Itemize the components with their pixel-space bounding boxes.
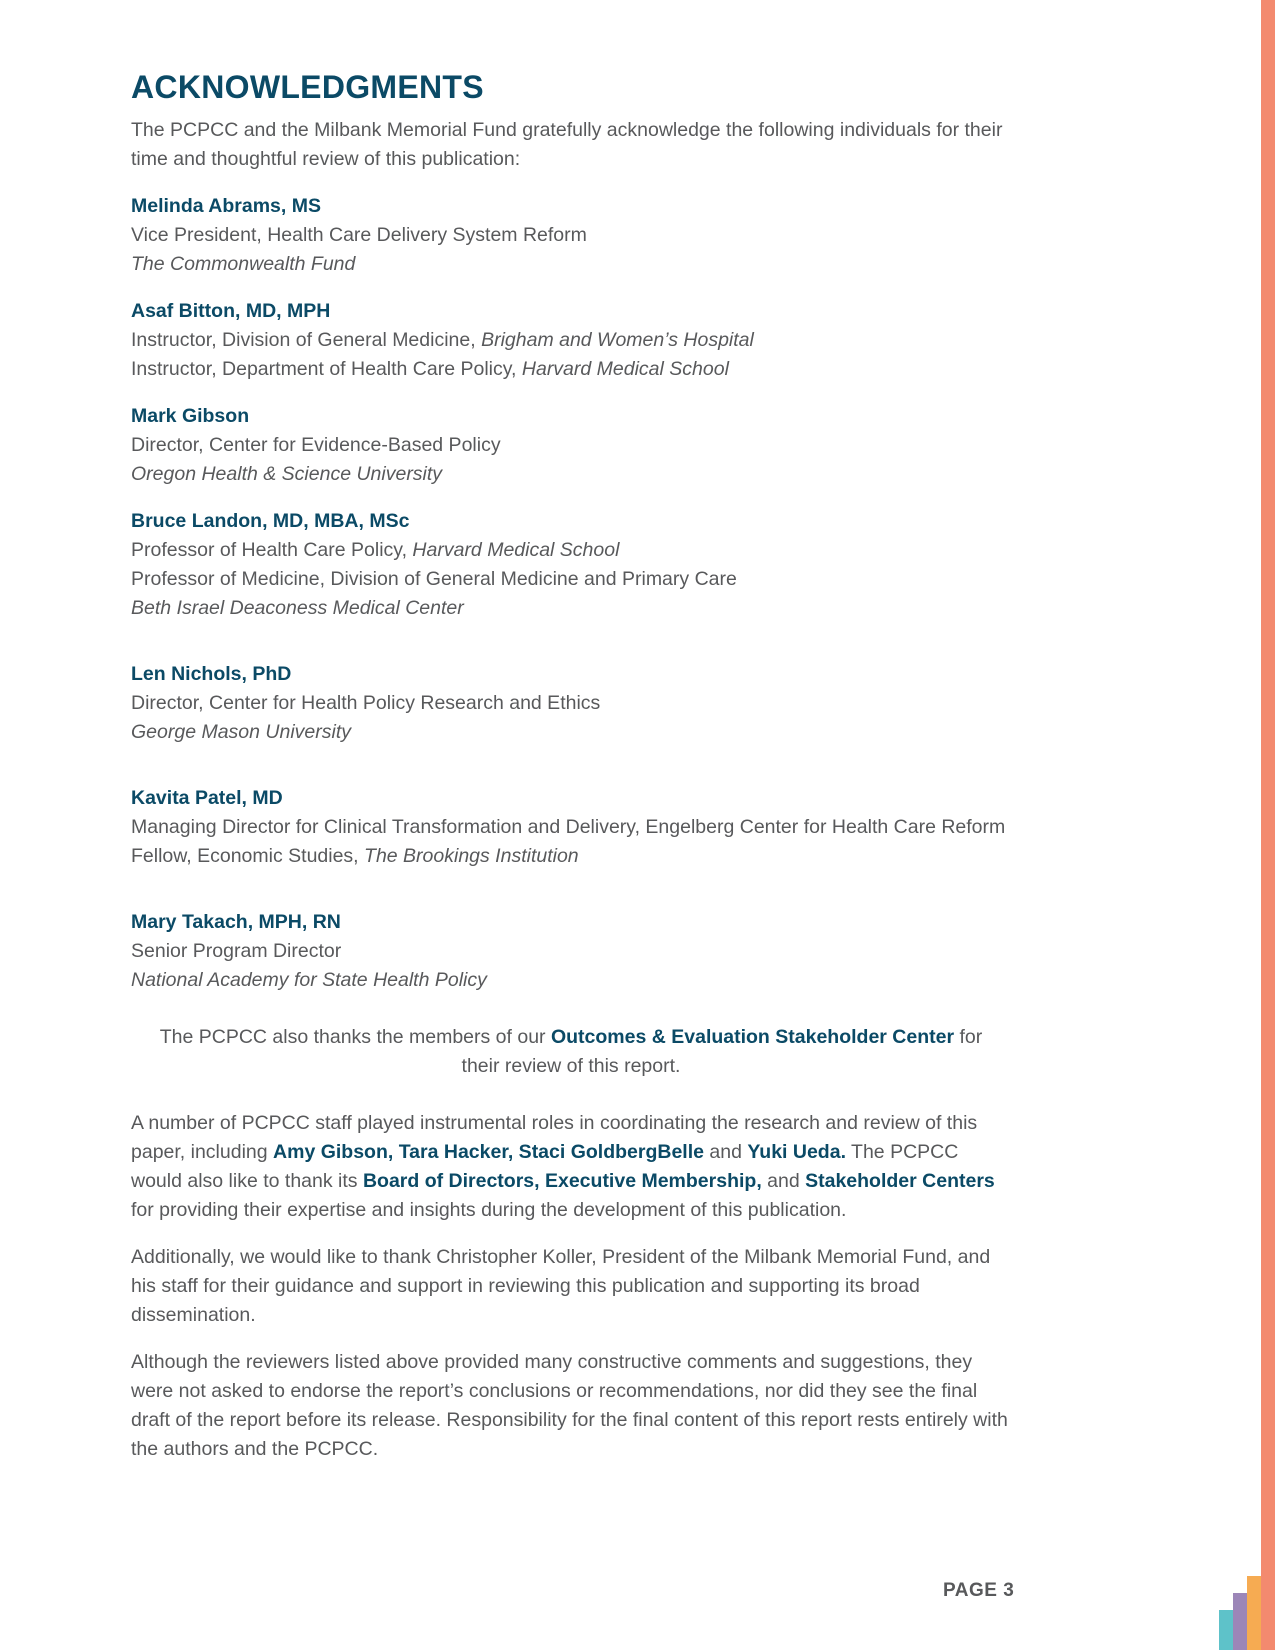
reviewer-title-text: Fellow, Economic Studies, (131, 845, 365, 867)
reviewer-entry (131, 402, 1011, 489)
stakeholder-thanks-text: for their review of this report. (461, 1026, 983, 1077)
reviewer-entry (131, 507, 1011, 623)
page-title: ACKNOWLEDGMENTS (131, 69, 484, 105)
reviewer-name: Mary Takach, MPH, RN (131, 911, 341, 933)
reviewer-entry (131, 908, 1011, 995)
staff-names: Yuki Ueda. (747, 1141, 846, 1163)
reviewer-title (131, 326, 1011, 355)
page-number: PAGE 3 (943, 1580, 1015, 1601)
reviewer-title: Vice President, Health Care Delivery System Reform (131, 224, 587, 246)
reviewer-name: Mark Gibson (131, 405, 250, 427)
stakeholder-thanks (131, 1023, 1011, 1081)
reviewer-organization: The Commonwealth Fund (131, 253, 356, 275)
reviewer-entry (131, 784, 1011, 871)
reviewer-title (131, 355, 1011, 384)
reviewer-title (131, 536, 1011, 565)
board-names: Board of Directors, Executive Membership, (362, 1170, 762, 1192)
reviewer-organization: Harvard Medical School (412, 539, 620, 561)
reviewer-organization: Harvard Medical School (521, 358, 729, 380)
reviewer-name: Melinda Abrams, MS (131, 195, 321, 217)
reviewer-title-text: Instructor, Department of Health Care Policy, (131, 358, 522, 380)
staff-paragraph (131, 1109, 1011, 1225)
right-edge-stripe (1261, 0, 1275, 1650)
stakeholder-centers-name: Stakeholder Centers (805, 1170, 995, 1192)
stakeholder-thanks-text: The PCPCC also thanks the members of our (159, 1026, 551, 1048)
staff-text: The PCPCC would also like to thank its (131, 1141, 959, 1192)
reviewer-organization: Beth Israel Deaconess Medical Center (131, 597, 464, 619)
staff-text: and (703, 1141, 748, 1163)
reviewer-title-text: Professor of Health Care Policy, (131, 539, 413, 561)
reviewer-entry (131, 297, 1011, 384)
reviewer-title: Director, Center for Evidence-Based Policy (131, 434, 501, 456)
intro-paragraph: The PCPCC and the Milbank Memorial Fund gratefully acknowledge the following individuals for their time and thoughtful review of this publication: (131, 119, 1003, 170)
teal-bar (1219, 1610, 1233, 1650)
reviewer-title: Managing Director for Clinical Transformation and Delivery, Engelberg Center for Health Care Reform (131, 816, 1006, 838)
reviewer-organization: George Mason University (131, 721, 352, 743)
disclaimer-paragraph: Although the reviewers listed above provided many constructive comments and suggestions, they were not asked to endorse the report’s conclusions or recommendations, nor did they see the final draft of the report before its release. Responsibility for the final content of this report rests entirely with the authors and the PCPCC. (131, 1351, 1008, 1460)
reviewer-organization: The Brookings Institution (364, 845, 579, 867)
orange-bar (1247, 1576, 1261, 1650)
reviewer-name: Len Nichols, PhD (131, 663, 292, 685)
reviewer-entry (131, 660, 1011, 747)
stakeholder-center-name: Outcomes & Evaluation Stakeholder Center (550, 1026, 955, 1048)
reviewer-title: Director, Center for Health Policy Research and Ethics (131, 692, 601, 714)
reviewer-name: Kavita Patel, MD (131, 787, 283, 809)
reviewer-title-text: Instructor, Division of General Medicine, (131, 329, 482, 351)
staff-text: for providing their expertise and insights during the development of this publication. (131, 1199, 847, 1221)
reviewer-organization: Oregon Health & Science University (131, 463, 443, 485)
reviewer-entry (131, 192, 1011, 279)
reviewer-name: Asaf Bitton, MD, MPH (131, 300, 331, 322)
milbank-paragraph: Additionally, we would like to thank Christopher Koller, President of the Milbank Memorial Fund, and his staff for their guidance and support in reviewing this publication and supporting its broad dissemination. (131, 1246, 991, 1326)
reviewer-name: Bruce Landon, MD, MBA, MSc (131, 510, 410, 532)
page-content (131, 66, 1011, 1464)
staff-text: A number of PCPCC staff played instrumental roles in coordinating the research and review of this paper, including (131, 1112, 978, 1163)
reviewer-organization: National Academy for State Health Policy (131, 969, 487, 991)
staff-text: and (761, 1170, 806, 1192)
purple-bar (1233, 1593, 1247, 1650)
reviewer-title (131, 842, 1011, 871)
reviewer-title: Professor of Medicine, Division of General Medicine and Primary Care (131, 568, 737, 590)
reviewer-organization: Brigham and Women’s Hospital (481, 329, 754, 351)
staff-names: Amy Gibson, Tara Hacker, Staci GoldbergBelle (273, 1141, 704, 1163)
reviewer-title: Senior Program Director (131, 940, 342, 962)
